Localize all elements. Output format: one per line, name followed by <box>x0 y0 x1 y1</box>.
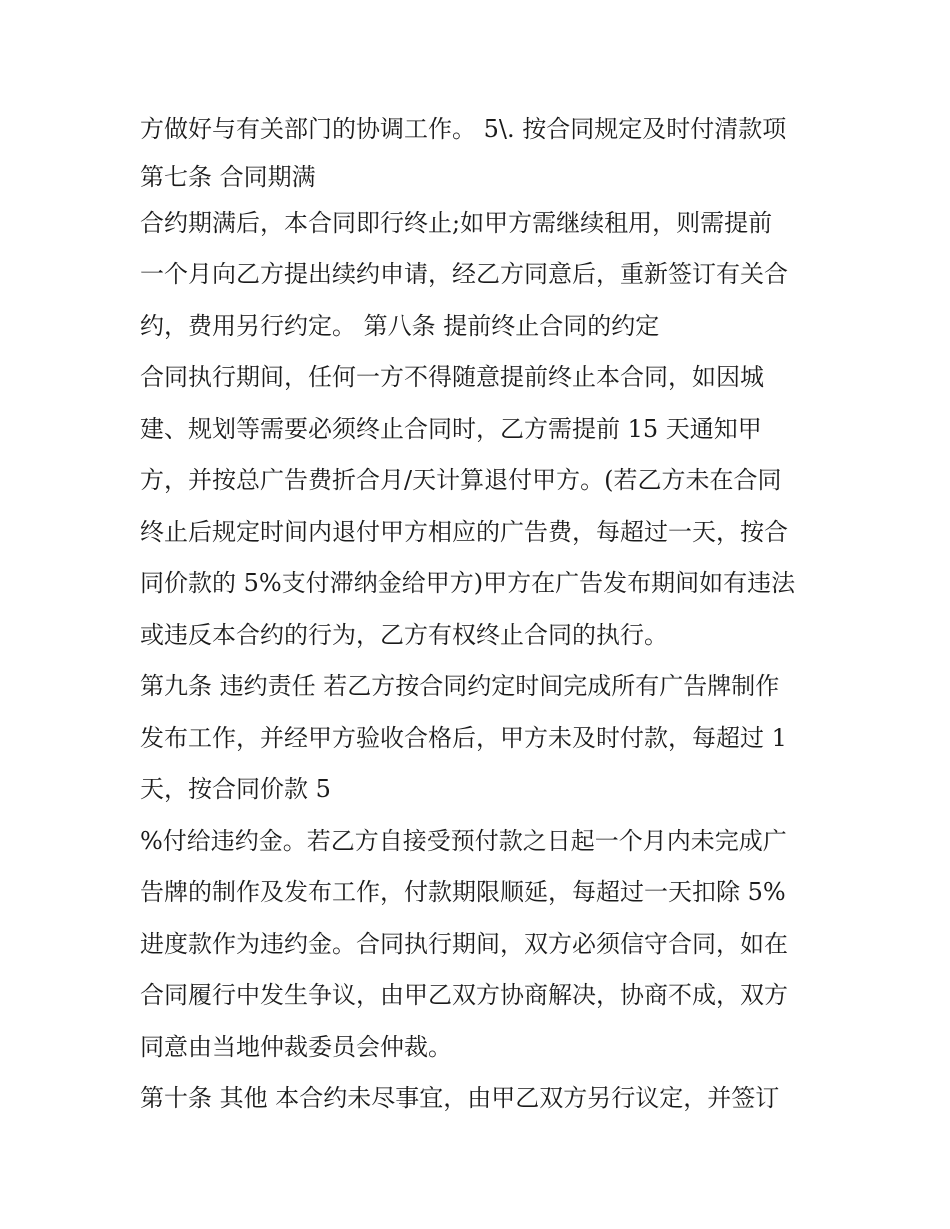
text-line: 进度款作为违约金。合同执行期间，双方必须信守合同，如在 <box>140 929 788 958</box>
text-line: 合约期满后，本合同即行终止;如甲方需继续租用，则需提前 <box>140 208 773 237</box>
contract-text <box>140 104 820 1125</box>
text-line: 建、规划等需要必须终止合同时，乙方需提前 15 天通知甲 <box>140 414 762 443</box>
text-line: 约，费用另行约定。 第八条 提前终止合同的约定 <box>140 311 660 340</box>
text-line: 第十条 其他 本合约未尽事宜，由甲乙双方另行议定，并签订 <box>140 1084 780 1112</box>
text-line: 同意由当地仲裁委员会仲裁。 <box>140 1032 452 1061</box>
text-line: 一个月向乙方提出续约申请，经乙方同意后，重新签订有关合 <box>140 260 788 288</box>
text-line: 或违反本合约的行为，乙方有权终止合同的执行。 <box>140 620 668 649</box>
text-line: 发布工作，并经甲方验收合格后，甲方未及时付款，每超过 1 <box>140 723 787 752</box>
text-line: 第七条 合同期满 <box>140 162 316 191</box>
text-line: 告牌的制作及发布工作，付款期限顺延，每超过一天扣除 5% <box>140 878 786 906</box>
text-line: 合同执行期间，任何一方不得随意提前终止本合同，如因城 <box>140 363 764 391</box>
text-line: 合同履行中发生争议，由甲乙双方协商解决，协商不成，双方 <box>140 981 788 1009</box>
text-line: 终止后规定时间内退付甲方相应的广告费，每超过一天，按合 <box>140 517 788 546</box>
text-line: 方做好与有关部门的协调工作。 5\. 按合同规定及时付清款项 <box>140 115 787 143</box>
text-line: 同价款的 5%支付滞纳金给甲方)甲方在广告发布期间如有违法 <box>140 569 796 597</box>
text-line: 天，按合同价款 5 <box>140 775 331 803</box>
text-line: 方，并按总广告费折合月/天计算退付甲方。(若乙方未在合同 <box>140 466 782 494</box>
text-line: %付给违约金。若乙方自接受预付款之日起一个月内未完成广 <box>140 826 787 855</box>
text-line: 第九条 违约责任 若乙方按合同约定时间完成所有广告牌制作 <box>140 672 780 700</box>
